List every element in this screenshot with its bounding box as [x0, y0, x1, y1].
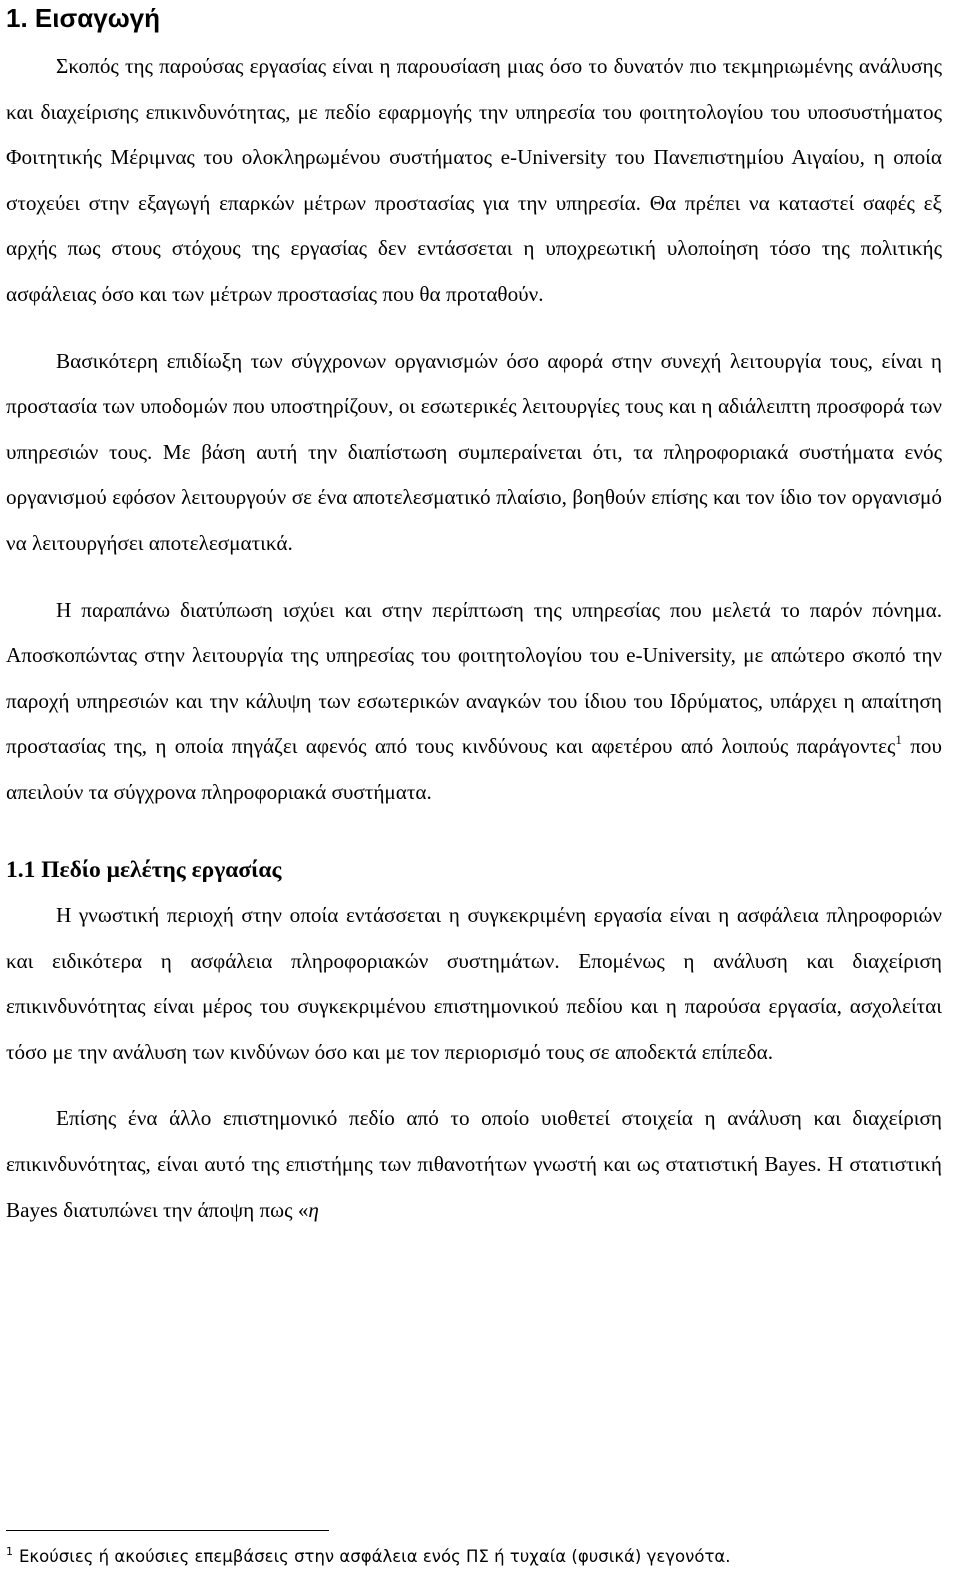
intro-paragraph-organizations: Βασικότερη επιδίωξη των σύγχρονων οργανισμών όσο αφορά στην συνεχή λειτουργία τους, είναι η προστασία των υποδομών που υποστηρίζουν, οι εσωτερικές λειτουργίες τους και η αδιάλειπτη προσφορά των υπηρεσιών τους. Με βάση αυτή την διαπίστωση συμπεραίνεται ότι, τα πληροφοριακά συστήματα ενός οργανισμού εφόσον λειτουργούν σε ένα αποτελεσματικό πλαίσιο, βοηθούν επίσης και τον ίδιο τον οργανισμό να λειτουργήσει αποτελεσματικά. [6, 348, 942, 555]
section-paragraph-bayes [6, 1096, 942, 1233]
intro-paragraph-purpose: Σκοπός της παρούσας εργασίας είναι η παρουσίαση μιας όσο το δυνατόν πιο τεκμηριωμένης ανάλυσης και διαχείρισης επικινδυνότητας, με πεδίο εφαρμογής την υπηρεσία του φοιτητολογίου του υποσυστήματος Φοιτητικής Μέριμνας του ολοκληρωμένου συστήματος e-University του Πανεπιστημίου Αιγαίου, η οποία στοχεύει στην εξαγωγή επαρκών μέτρων προστασίας για την υπηρεσία. Θα πρέπει να καταστεί σαφές εξ αρχής πως στους στόχους της εργασίας δεν εντάσσεται η υποχρεωτική υλοποίηση τόσο της πολιτικής ασφάλειας όσο και των μέτρων προστασίας που θα προταθούν. [6, 54, 942, 306]
footnote [6, 1540, 946, 1574]
footnote-marker: 1 [6, 1545, 13, 1558]
paragraph-text: που απειλούν τα σύγχρονα πληροφοριακά συστήματα. [6, 734, 942, 804]
section-paragraph-field: Η γνωστική περιοχή στην οποία εντάσσεται η συγκεκριμένη εργασία είναι η ασφάλεια πληροφοριών και ειδικότερα η ασφάλεια πληροφοριακών συστημάτων. Επομένως η ανάλυση και διαχείριση επικινδυνότητας είναι μέρος του συγκεκριμένου επιστημονικού πεδίου και η παρούσα εργασία, ασχολείται τόσο με την ανάλυση των κινδύνων όσο και με τον περιορισμό τους σε αποδεκτά επίπεδα. [6, 903, 942, 1064]
section-heading: 1.1 Πεδίο μελέτης εργασίας [6, 856, 282, 883]
paragraph-text: Επίσης ένα άλλο επιστημονικό πεδίο από το οποίο υιοθετεί στοιχεία η ανάλυση και διαχείριση επικινδυνότητας, είναι αυτό της επιστήμης των πιθανοτήτων γνωστή και ως στατιστική Bayes. Η στατιστική Bayes διατυπώνει την άποψη πως « [6, 1106, 942, 1222]
footnote-text: Εκούσιες ή ακούσιες επεμβάσεις στην ασφάλεια ενός ΠΣ ή τυχαία (φυσικά) γεγονότα. [19, 1547, 731, 1566]
paragraph-italic-text: η [308, 1197, 319, 1222]
footnote-reference: 1 [895, 732, 902, 748]
document-page [6, 0, 942, 1233]
footnote-separator [6, 1530, 329, 1531]
chapter-title: 1. Εισαγωγή [6, 3, 161, 33]
intro-paragraph-service [6, 588, 942, 816]
paragraph-text: Η παραπάνω διατύπωση ισχύει και στην περίπτωση της υπηρεσίας που μελετά το παρόν πόνημα. Αποσκοπώντας στην λειτουργία της υπηρεσίας του φοιτητολογίου του e-University, με απώτερο σκοπό την παροχή υπηρεσιών και την κάλυψη των εσωτερικών αναγκών του ίδιου του Ιδρύματος, υπάρχει η απαίτηση προστασίας της, η οποία πηγάζει αφενός από τους κινδύνους και αφετέρου από λοιπούς παράγοντες [6, 597, 942, 759]
